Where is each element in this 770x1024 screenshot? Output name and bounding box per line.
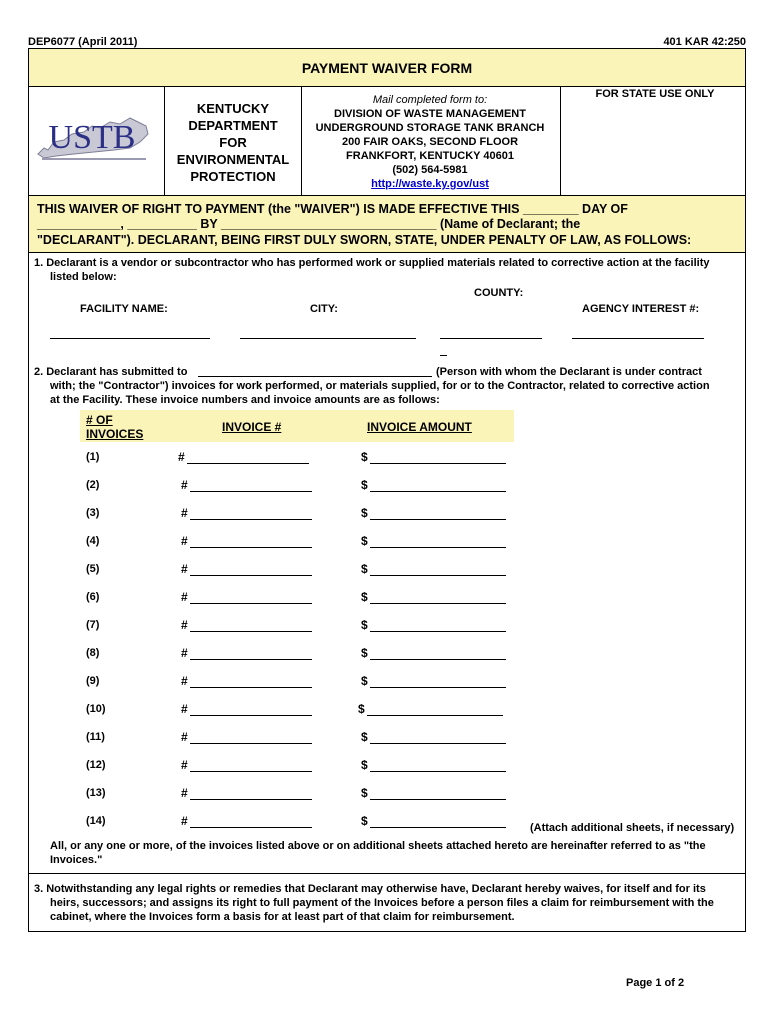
mail-line: DIVISION OF WASTE MANAGEMENT xyxy=(334,108,526,120)
invoice-number-symbol: # xyxy=(181,506,188,520)
invoice-number-symbol: # xyxy=(178,450,185,464)
invoice-number-field[interactable] xyxy=(190,799,312,800)
county-field-continued[interactable] xyxy=(440,355,447,356)
section3-text: 3. Notwithstanding any legal rights or remedies that Declarant may otherwise have, Declarant hereby waives, for itself and for its xyxy=(34,883,706,895)
invoice-amount-symbol: $ xyxy=(361,730,368,744)
state-use-label: FOR STATE USE ONLY xyxy=(595,88,715,100)
invoice-row-label: (3) xyxy=(86,507,100,519)
invoice-number-symbol: # xyxy=(181,646,188,660)
invoice-row-label: (10) xyxy=(86,703,106,715)
invoices-definition: Invoices." xyxy=(50,854,103,866)
invoice-number-field[interactable] xyxy=(190,603,312,604)
invoice-amount-symbol: $ xyxy=(361,478,368,492)
invoice-amount-symbol: $ xyxy=(361,618,368,632)
invoice-amount-symbol: $ xyxy=(361,786,368,800)
col-count-header: INVOICES xyxy=(86,427,144,441)
county-label: COUNTY: xyxy=(474,287,524,299)
invoice-amount-symbol: $ xyxy=(361,646,368,660)
mail-phone: (502) 564-5981 xyxy=(392,164,468,176)
invoice-number-field[interactable] xyxy=(190,687,312,688)
section3-text: heirs, successors; and assigns its right to full payment of the Invoices before a person files a claim for reimbursement with the xyxy=(50,897,714,909)
ustb-logo xyxy=(34,104,158,168)
invoice-amount-symbol: $ xyxy=(361,590,368,604)
section2-text: at the Facility. These invoice numbers and invoice amounts are as follows: xyxy=(50,394,440,406)
invoice-amount-symbol: $ xyxy=(361,450,368,464)
invoice-number-symbol: # xyxy=(181,814,188,828)
waiver-line: THIS WAIVER OF RIGHT TO PAYMENT (the "WAIVER") IS MADE EFFECTIVE THIS ________ DAY OF xyxy=(37,202,628,216)
department-line: ENVIRONMENTAL xyxy=(176,152,290,167)
facility-name-field[interactable] xyxy=(50,338,210,339)
invoice-number-field[interactable] xyxy=(190,575,312,576)
department-line: DEPARTMENT xyxy=(188,118,278,133)
invoice-number-field[interactable] xyxy=(190,827,312,828)
invoice-amount-symbol: $ xyxy=(361,814,368,828)
section2-text: with; the "Contractor") invoices for work performed, or materials supplied, for or to the Contractor, related to corrective action xyxy=(50,380,710,392)
department-line: PROTECTION xyxy=(190,169,276,184)
section3-divider xyxy=(29,873,745,874)
invoice-amount-field[interactable] xyxy=(370,687,506,688)
facility-name-label: FACILITY NAME: xyxy=(80,303,168,315)
invoice-number-field[interactable] xyxy=(190,743,312,744)
invoice-number-field[interactable] xyxy=(190,659,312,660)
invoice-amount-field[interactable] xyxy=(370,603,506,604)
website-link[interactable]: http://waste.ky.gov/ust xyxy=(371,178,489,190)
invoice-amount-field[interactable] xyxy=(370,631,506,632)
mail-intro: Mail completed form to: xyxy=(372,94,488,106)
invoice-number-symbol: # xyxy=(181,674,188,688)
invoice-amount-field[interactable] xyxy=(370,547,506,548)
invoice-number-field[interactable] xyxy=(190,631,312,632)
invoice-number-field[interactable] xyxy=(190,771,312,772)
invoice-amount-symbol: $ xyxy=(361,674,368,688)
attach-note: (Attach additional sheets, if necessary) xyxy=(530,822,735,834)
invoice-amount-symbol: $ xyxy=(361,758,368,772)
invoice-number-symbol: # xyxy=(181,758,188,772)
invoice-amount-field[interactable] xyxy=(367,715,503,716)
invoice-amount-field[interactable] xyxy=(370,827,506,828)
col-count-header: # OF xyxy=(86,413,113,427)
section2-text: (Person with whom the Declarant is under contract xyxy=(436,366,702,378)
col-amount-header: INVOICE AMOUNT xyxy=(367,420,472,434)
invoice-amount-symbol: $ xyxy=(361,506,368,520)
form-number: DEP6077 (April 2011) xyxy=(28,36,138,48)
kentucky-state-icon xyxy=(34,104,158,168)
divider xyxy=(164,87,165,195)
logo-text: USTB xyxy=(48,119,136,156)
invoice-row-label: (6) xyxy=(86,591,100,603)
regulation-code: 401 KAR 42:250 xyxy=(663,36,746,48)
mail-line: 200 FAIR OAKS, SECOND FLOOR xyxy=(341,136,519,148)
invoice-amount-field[interactable] xyxy=(370,491,506,492)
section3-text: cabinet, where the Invoices form a basis for at least part of that claim for reimbursement. xyxy=(50,911,515,923)
invoice-amount-field[interactable] xyxy=(370,743,506,744)
divider xyxy=(560,87,561,195)
invoice-row-label: (11) xyxy=(86,731,105,743)
section2-text: 2. Declarant has submitted to xyxy=(34,366,188,378)
title-bar xyxy=(29,49,745,87)
col-invoice-header: INVOICE # xyxy=(222,420,282,434)
invoice-row-label: (4) xyxy=(86,535,100,547)
invoice-row-label: (2) xyxy=(86,479,100,491)
invoice-number-symbol: # xyxy=(181,786,188,800)
invoice-amount-field[interactable] xyxy=(370,463,506,464)
invoice-number-symbol: # xyxy=(181,478,188,492)
invoice-number-symbol: # xyxy=(181,702,188,716)
form-title: PAYMENT WAIVER FORM xyxy=(301,60,473,76)
invoice-amount-symbol: $ xyxy=(358,702,365,716)
section1-text: listed below: xyxy=(50,271,117,283)
section1-text: 1. Declarant is a vendor or subcontractor who has performed work or supplied materials related to corrective action at the facility xyxy=(34,257,710,269)
invoice-row-label: (9) xyxy=(86,675,100,687)
invoice-row-label: (1) xyxy=(86,451,100,463)
invoice-number-symbol: # xyxy=(181,618,188,632)
waiver-statement xyxy=(29,195,745,253)
agency-interest-field[interactable] xyxy=(572,338,704,339)
waiver-line: ____________, __________ BY _______________________________ (Name of Declarant; the xyxy=(37,217,581,231)
invoice-row-label: (14) xyxy=(86,815,106,827)
invoice-number-field[interactable] xyxy=(190,491,312,492)
invoice-amount-field[interactable] xyxy=(370,519,506,520)
department-line: FOR xyxy=(219,135,247,150)
invoice-row-label: (5) xyxy=(86,563,100,575)
waiver-line: "DECLARANT"). DECLARANT, BEING FIRST DULY SWORN, STATE, UNDER PENALTY OF LAW, AS FOLLOWS: xyxy=(37,233,692,247)
county-field[interactable] xyxy=(440,338,542,339)
invoice-amount-field[interactable] xyxy=(370,575,506,576)
invoice-amount-field[interactable] xyxy=(370,771,506,772)
agency-interest-label: AGENCY INTEREST #: xyxy=(582,303,700,315)
invoice-table-header xyxy=(80,410,514,442)
invoice-amount-symbol: $ xyxy=(361,534,368,548)
invoice-row-label: (12) xyxy=(86,759,106,771)
invoice-amount-field[interactable] xyxy=(370,799,506,800)
mail-line: FRANKFORT, KENTUCKY 40601 xyxy=(346,150,514,162)
department-name xyxy=(166,100,300,185)
invoice-row-label: (13) xyxy=(86,787,106,799)
department-line: KENTUCKY xyxy=(196,101,270,116)
invoice-amount-symbol: $ xyxy=(361,562,368,576)
mail-line: UNDERGROUND STORAGE TANK BRANCH xyxy=(315,122,545,134)
invoice-number-symbol: # xyxy=(181,730,188,744)
invoice-row-label: (7) xyxy=(86,619,100,631)
city-field[interactable] xyxy=(240,338,416,339)
invoice-number-symbol: # xyxy=(181,534,188,548)
invoice-number-field[interactable] xyxy=(187,463,309,464)
invoices-definition: All, or any one or more, of the invoices listed above or on additional sheets attached hereto are hereinafter referred to as "the xyxy=(50,840,706,852)
invoice-amount-field[interactable] xyxy=(370,659,506,660)
invoice-number-field[interactable] xyxy=(190,519,312,520)
invoice-number-field[interactable] xyxy=(190,547,312,548)
invoice-number-symbol: # xyxy=(181,590,188,604)
page-number: Page 1 of 2 xyxy=(626,977,685,989)
invoice-row-label: (8) xyxy=(86,647,100,659)
invoice-number-symbol: # xyxy=(181,562,188,576)
city-label: CITY: xyxy=(310,303,338,315)
contractor-field[interactable] xyxy=(198,376,432,377)
invoice-number-field[interactable] xyxy=(190,715,312,716)
